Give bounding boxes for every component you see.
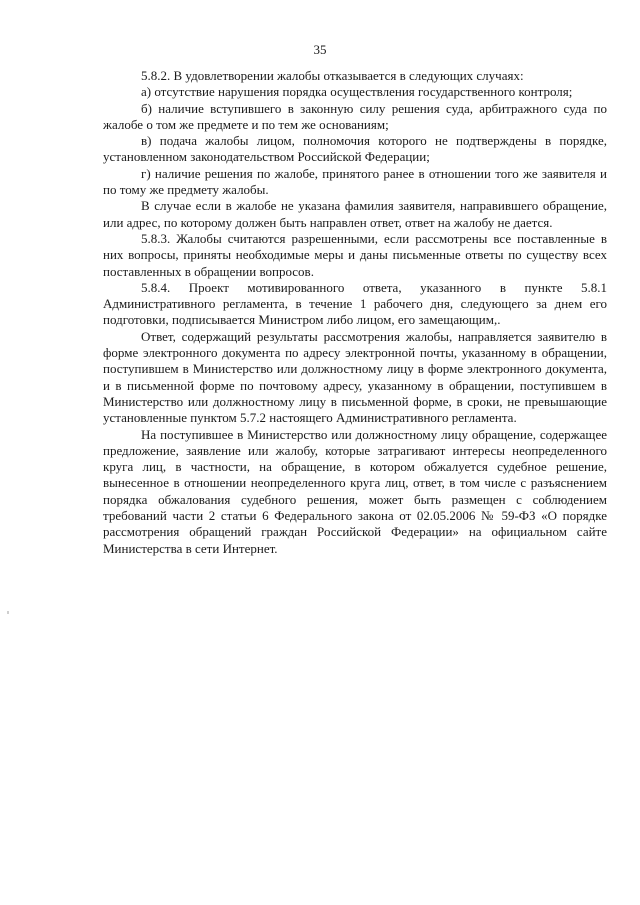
paragraph-item-a: а) отсутствие нарушения порядка осуществления государственного контроля; [141,84,573,100]
document-body [103,68,607,557]
scan-mark [7,611,9,614]
paragraph-5-8-4: 5.8.4. Проект мотивированного ответа, указанного в пункте 5.8.1 Административного регламента, в течение 1 рабочего дня, следующего за днем его подготовки, подписывается Министром либо лицом, его замещающим,. [103,279,607,328]
paragraph-publication: На поступившее в Министерство или должностному лицу обращение, содержащее предложение, заявление или жалобу, которые затрагивают интересы неопределенного круга лиц, в частности, на обращение, в котором обжалуется судебное решение, вынесенное в отношении неопределенного круга лиц, ответ, в том числе с разъяснением порядка обжалования судебного решения, может быть размещен с соблюдением требований части 2 статьи 6 Федерального закона от 02.05.2006 № 59-ФЗ «О порядке рассмотрения обращений граждан Российской Федерации» на официальном сайте Министерства в сети Интернет. [103,426,607,556]
paragraph-5-8-3: 5.8.3. Жалобы считаются разрешенными, если рассмотрены все поставленные в них вопросы, приняты необходимые меры и даны письменные ответы по существу всех поставленных в обращении вопросов. [103,230,607,279]
paragraph-item-b: б) наличие вступившего в законную силу решения суда, арбитражного суда по жалобе о том же предмете и по тем же основаниям; [103,100,607,132]
paragraph-answer: Ответ, содержащий результаты рассмотрения жалобы, направляется заявителю в форме электронного документа по адресу электронной почты, указанному в обращении, поступившем в Министерство или должностному лицу в форме электронного документа, и в письменной форме по почтовому адресу, указанному в обращении, поступившем в Министерство или должностному лицу в письменной форме, в сроки, не превышающие установленные пунктом 5.7.2 настоящего Административного регламента. [103,328,607,426]
paragraph-5-8-2: 5.8.2. В удовлетворении жалобы отказывается в следующих случаях: [141,68,524,83]
paragraph-item-g: г) наличие решения по жалобе, принятого ранее в отношении того же заявителя и по тому же предмету жалобы. [103,165,607,198]
page-number: 35 [313,42,327,57]
paragraph-item-v: в) подача жалобы лицом, полномочия которого не подтверждены в порядке, установленном законодательством Российской Федерации; [103,133,607,165]
paragraph-no-surname: В случае если в жалобе не указана фамилия заявителя, направившего обращение, или адрес, по которому должен быть направлен ответ, ответ на жалобу не дается. [103,198,607,230]
